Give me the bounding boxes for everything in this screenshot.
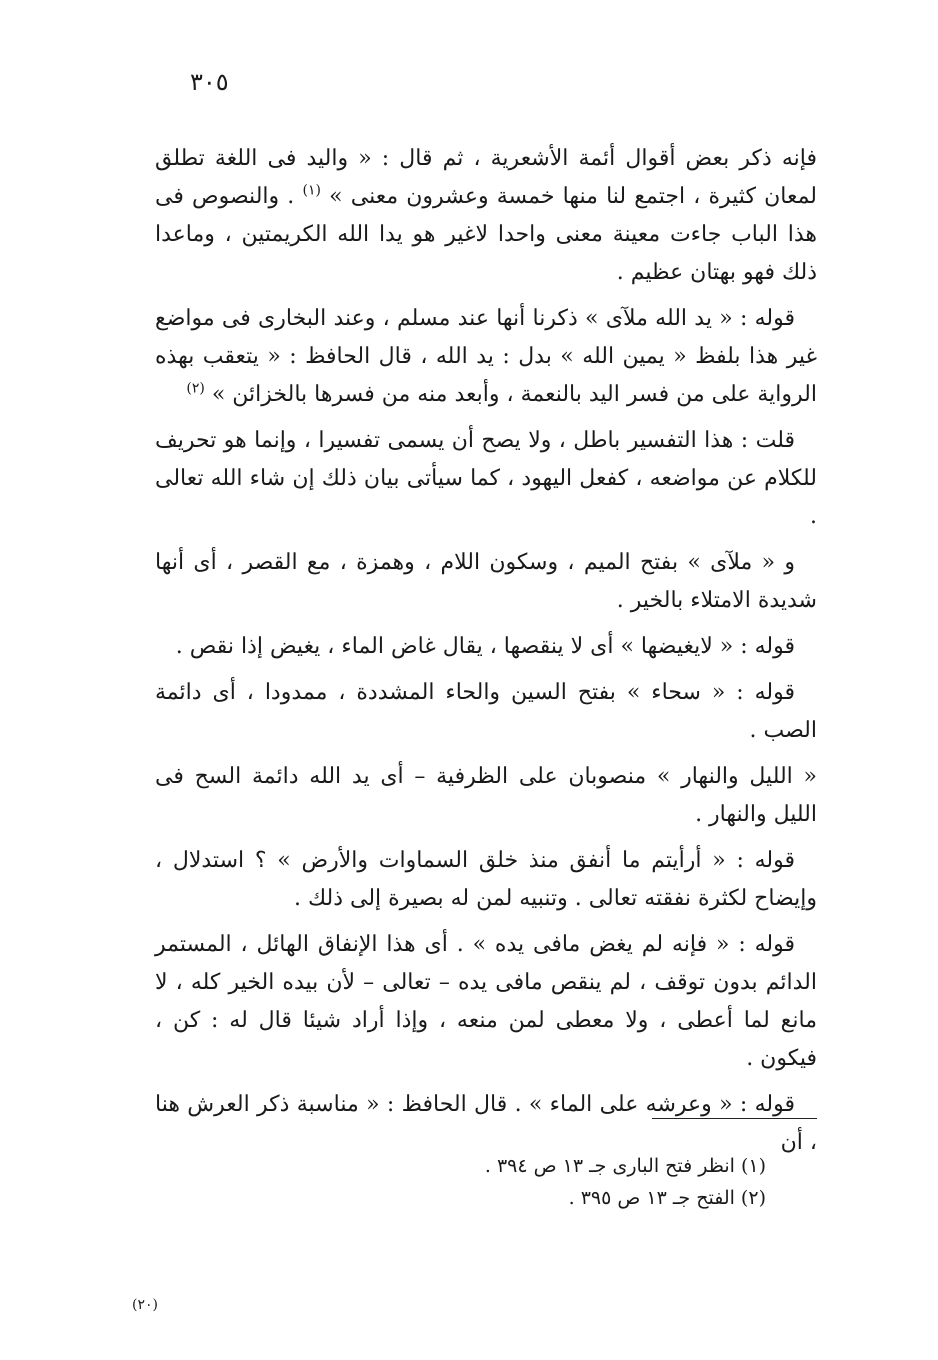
paragraph-text: فإنه ذكر بعض أقوال أئمة الأشعرية ، ثم قال : « واليد فى اللغة تطلق لمعان كثيرة ، اجتمع لنا منها خمسة وعشرون معنى » bbox=[155, 146, 817, 209]
paragraph-text: قوله : « وعرشه على الماء » . قال الحافظ : « مناسبة ذكر العرش هنا ، أن bbox=[155, 1092, 817, 1155]
paragraph-text-continued: . والنصوص فى هذا الباب جاءت معينة معنى واحدا لاغير هو يدا الله الكريمتين ، وماعدا ذلك فهو بهتان عظيم . bbox=[155, 184, 817, 285]
paragraph bbox=[155, 926, 817, 1078]
paragraph-text: قوله : « سحاء » بفتح السين والحاء المشددة ، ممدودا ، أى دائمة الصب . bbox=[155, 680, 817, 743]
paragraph bbox=[155, 842, 817, 918]
paragraph-text: و « ملآى » بفتح الميم ، وسكون اللام ، وهمزة ، مع القصر ، أى أنها شديدة الامتلاء بالخير . bbox=[155, 550, 817, 613]
paragraph bbox=[155, 140, 817, 292]
paragraph bbox=[155, 674, 817, 750]
paragraph-text: قوله : « أرأيتم ما أنفق منذ خلق السماوات والأرض » ؟ استدلال ، وإيضاح لكثرة نفقته تعالى . وتنبيه لمن له بصيرة إلى ذلك . bbox=[155, 848, 817, 911]
footnote-divider bbox=[652, 1118, 817, 1119]
paragraph bbox=[155, 544, 817, 620]
paragraph bbox=[155, 300, 817, 414]
page-number: ٣٠٥ bbox=[190, 68, 229, 96]
main-text bbox=[155, 140, 817, 1170]
paragraph bbox=[155, 628, 817, 666]
footnote-item: (١) انظر فتح البارى جـ ١٣ ص ٣٩٤ . bbox=[484, 1155, 766, 1177]
footnote-item: (٢) الفتح جـ ١٣ ص ٣٩٥ . bbox=[568, 1187, 766, 1209]
paragraph bbox=[155, 422, 817, 536]
paragraph-text: قوله : « فإنه لم يغض مافى يده » . أى هذا الإنفاق الهائل ، المستمر الدائم بدون توقف ، لم ينقص مافى يده – تعالى – لأن بيده الخير كله ، لا مانع لما أعطى ، ولا معطى لمن منعه ، وإذا أراد شيئا قال له : كن ، فيكون . bbox=[155, 932, 817, 1071]
footnote-reference[interactable]: (١) bbox=[302, 182, 321, 199]
paragraph bbox=[155, 758, 817, 834]
paragraph-text: قوله : « يد الله ملآى » ذكرنا أنها عند مسلم ، وعند البخارى فى مواضع غير هذا بلفظ « يمين الله » بدل : يد الله ، قال الحافظ : « يتعقب بهذه الرواية على من فسر اليد بالنعمة ، وأبعد منه من فسرها بالخزائن » bbox=[155, 306, 817, 407]
footnote-reference[interactable]: (٢) bbox=[186, 380, 205, 397]
signature-number: (٢٠) bbox=[132, 1297, 158, 1313]
paragraph-text: « الليل والنهار » منصوبان على الظرفية – أى يد الله دائمة السح فى الليل والنهار . bbox=[155, 764, 817, 827]
paragraph-text: قوله : « لايغيضها » أى لا ينقصها ، يقال غاض الماء ، يغيض إذا نقص . bbox=[175, 634, 795, 659]
paragraph-text: قلت : هذا التفسير باطل ، ولا يصح أن يسمى تفسيرا ، وإنما هو تحريف للكلام عن مواضعه ، كفعل اليهود ، كما سيأتى بيان ذلك إن شاء الله تعالى . bbox=[155, 428, 817, 529]
footnotes bbox=[346, 1150, 766, 1214]
